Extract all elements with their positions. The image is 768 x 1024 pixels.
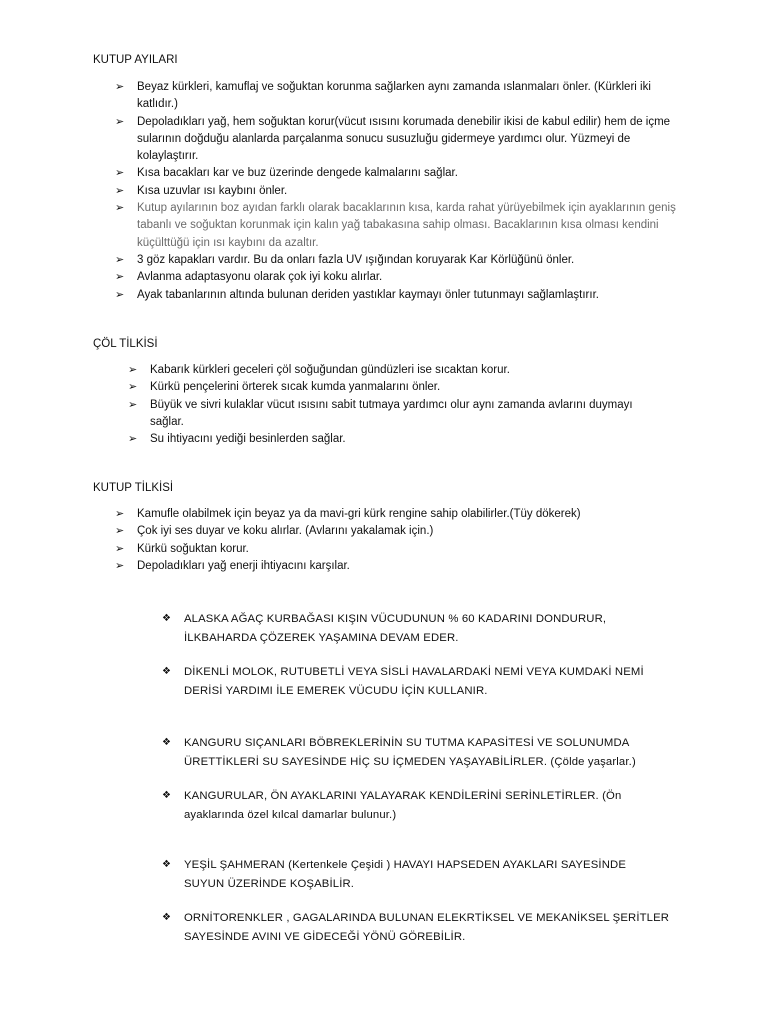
diamond-bullet-icon: ❖ — [162, 912, 172, 923]
fact-item — [162, 734, 704, 771]
list-item-text: Avlanma adaptasyonu olarak çok iyi koku alırlar. — [137, 271, 383, 284]
diamond-bullet-icon: ❖ — [162, 790, 172, 801]
diamond-bullet-icon: ❖ — [162, 737, 172, 748]
list-item-text: Büyük ve sivri kulaklar vücut ısısını sabit tutmaya yardımcı olur aynı zamanda avlarını duymayı sağlar. — [150, 398, 633, 428]
kutup-tilkisi-list — [115, 506, 685, 575]
fact-line: SAYESİNDE AVINI VE GİDECEĞİ YÖNÜ GÖREBİLİR. — [184, 930, 466, 943]
list-item — [115, 165, 685, 182]
list-item-text: Çok iyi ses duyar ve koku alırlar. (Avlarını yakalamak için.) — [137, 525, 434, 538]
fact-line: İLKBAHARDA ÇÖZEREK YAŞAMINA DEVAM EDER. — [184, 631, 459, 644]
fact-line: ORNİTORENKLER , GAGALARINDA BULUNAN ELEKRTİKSEL VE MEKANİKSEL ŞERİTLER — [184, 912, 670, 924]
fact-item — [162, 909, 704, 946]
diamond-bullet-icon: ❖ — [162, 613, 172, 624]
diamond-bullet-icon: ❖ — [162, 666, 172, 677]
list-item-text: 3 göz kapakları vardır. Bu da onları fazla UV ışığından koruyarak Kar Körlüğünü önler. — [137, 253, 575, 266]
list-item — [115, 506, 685, 523]
arrow-bullet-icon: ➢ — [128, 433, 138, 446]
list-item — [115, 269, 685, 286]
col-tilkisi-list — [128, 362, 658, 448]
arrow-bullet-icon: ➢ — [115, 288, 125, 301]
arrow-bullet-icon: ➢ — [115, 115, 125, 128]
fact-item — [162, 787, 704, 824]
diamond-bullet-icon: ❖ — [162, 859, 172, 870]
list-item — [115, 114, 685, 166]
list-item-text: Depoladıkları yağ, hem soğuktan korur(vücut ısısını korumada denebilir ikisi de kabul edilir) hem de içme sularının doğduğu alanlarda parçalanma sonucu susuzluğu gidermeye yardımcı olur. Yüzmeyi de kolaylaştırır. — [137, 115, 671, 163]
fact-item — [162, 856, 704, 893]
fact-line: YEŞİL ŞAHMERAN (Kertenkele Çeşidi ) HAVAYI HAPSEDEN AYAKLARI SAYESİNDE — [184, 859, 627, 871]
fact-line: ÜRETTİKLERİ SU SAYESİNDE HİÇ SU İÇMEDEN YAŞAYABİLİRLER. (Çölde yaşarlar.) — [184, 755, 636, 768]
list-item — [128, 397, 658, 432]
arrow-bullet-icon: ➢ — [115, 253, 125, 266]
fact-line: DERİSİ YARDIMI İLE EMEREK VÜCUDU İÇİN KULLANIR. — [184, 684, 488, 697]
arrow-bullet-icon: ➢ — [128, 364, 138, 376]
arrow-bullet-icon: ➢ — [115, 202, 125, 215]
list-item-text: Ayak tabanlarının altında bulunan deriden yastıklar kaymayı önler tutunmayı sağlamlaştırır. — [137, 288, 599, 301]
fact-line: SUYUN ÜZERİNDE KOŞABİLİR. — [184, 877, 355, 890]
list-item — [115, 79, 685, 114]
list-item-text: Kürkü pençelerini örterek sıcak kumda yanmalarını önler. — [150, 381, 441, 394]
fact-item — [162, 663, 704, 700]
arrow-bullet-icon: ➢ — [115, 508, 125, 520]
list-item — [128, 431, 658, 448]
arrow-bullet-icon: ➢ — [115, 167, 125, 180]
list-item-text: Kürkü soğuktan korur. — [137, 542, 249, 555]
list-item — [115, 558, 685, 575]
arrow-bullet-icon: ➢ — [128, 398, 138, 411]
arrow-bullet-icon: ➢ — [115, 542, 125, 555]
list-item-text: Kamufle olabilmek için beyaz ya da mavi-gri kürk rengine sahip olabilirler.(Tüy dökerek) — [137, 508, 581, 520]
fact-line: KANGURULAR, ÖN AYAKLARINI YALAYARAK KENDİLERİNİ SERİNLETİRLER. (Ön — [184, 790, 622, 802]
list-item-text: Kısa uzuvlar ısı kaybını önler. — [137, 184, 288, 197]
arrow-bullet-icon: ➢ — [115, 559, 125, 572]
list-item — [128, 362, 658, 379]
list-item — [115, 523, 685, 540]
list-item-text: Beyaz kürkleri, kamuflaj ve soğuktan korunma sağlarken aynı zamanda ıslanmaları önler. (Kürkleri iki katlıdır.) — [137, 81, 651, 111]
fact-line: DİKENLİ MOLOK, RUTUBETLİ VEYA SİSLİ HAVALARDAKİ NEMİ VEYA KUMDAKİ NEMİ — [184, 666, 644, 678]
arrow-bullet-icon: ➢ — [115, 271, 125, 284]
arrow-bullet-icon: ➢ — [128, 381, 138, 394]
arrow-bullet-icon: ➢ — [115, 184, 125, 197]
section-title-col-tilkisi: ÇÖL TİLKİSİ — [93, 338, 158, 350]
section-title-kutup-tilkisi: KUTUP TİLKİSİ — [93, 482, 174, 494]
list-item — [115, 200, 685, 252]
list-item-text: Depoladıkları yağ enerji ihtiyacını karşılar. — [137, 559, 350, 572]
list-item — [128, 379, 658, 396]
list-item-text: Su ihtiyacını yediği besinlerden sağlar. — [150, 433, 346, 446]
fact-line: ALASKA AĞAÇ KURBAĞASI KIŞIN VÜCUDUNUN % 60 KADARINI DONDURUR, — [184, 613, 607, 625]
arrow-bullet-icon: ➢ — [115, 525, 125, 538]
fact-line: ayaklarında özel kılcal damarlar bulunur.) — [184, 808, 397, 821]
list-item — [115, 287, 685, 304]
list-item-text: Kabarık kürkleri geceleri çöl soğuğundan gündüzleri ise sıcaktan korur. — [150, 364, 510, 376]
kutup-ayilari-list — [115, 79, 685, 304]
section-title-kutup-ayilari: KUTUP AYILARI — [93, 54, 178, 66]
list-item-text: Kısa bacakları kar ve buz üzerinde dengede kalmalarını sağlar. — [137, 167, 458, 180]
fact-item — [162, 610, 704, 647]
fact-line: KANGURU SIÇANLARI BÖBREKLERİNİN SU TUTMA KAPASİTESİ VE SOLUNUMDA — [184, 737, 630, 749]
list-item — [115, 541, 685, 558]
list-item — [115, 252, 685, 269]
list-item — [115, 183, 685, 200]
arrow-bullet-icon: ➢ — [115, 81, 125, 93]
list-item-text: Kutup ayılarının boz ayıdan farklı olarak bacaklarının kısa, karda rahat yürüyebilmek için ayaklarının geniş tabanlı ve soğuktan korunmak için kalın yağ tabakasına sahip olması. Bacaklarının kısa olması kendini küçülttüğü için ısı kaybını da azaltır. — [137, 202, 676, 249]
